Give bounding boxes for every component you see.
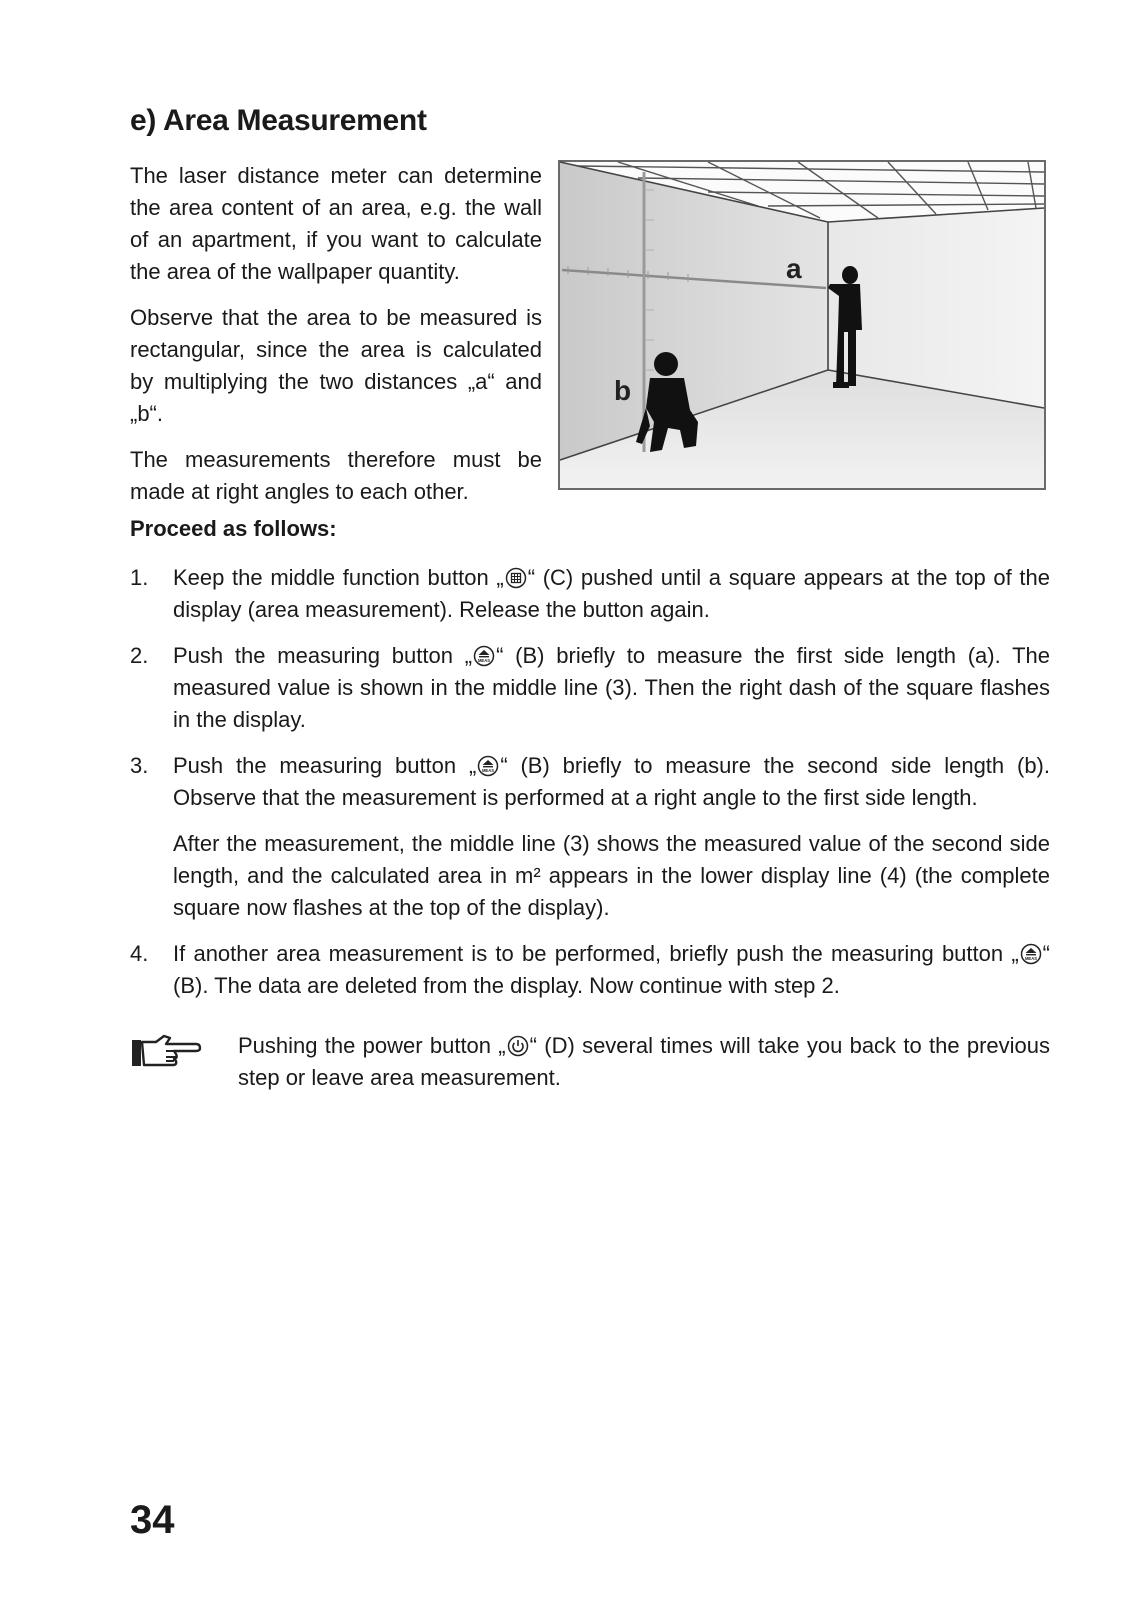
steps-list bbox=[130, 562, 1050, 1016]
intro-paragraph-1: The laser distance meter can determine the area content of an area, e.g. the wall of an apartment, if you want to calculate the area of the wallpaper quantity. bbox=[130, 163, 542, 284]
step-2: 2. Push the measuring button „ MEAS “ (B) briefly to measure the first side length (a). The measured value is shown in the middle line (3). Then the right dash of the square flashes in the display. bbox=[130, 640, 1050, 736]
intro-paragraph-2: Observe that the area to be measured is rectangular, since the area is calculated by multiplying the two distances „a“ and „b“. bbox=[130, 305, 542, 426]
meas-button-icon bbox=[1020, 943, 1042, 965]
section-title: e) Area Measurement bbox=[130, 104, 427, 137]
note-block: Pushing the power button „ “ (D) several times will take you back to the previous step or leave area measurement. bbox=[130, 1030, 1050, 1094]
pointing-hand-icon bbox=[130, 1030, 202, 1070]
step-1: 1. Keep the middle function button „ “ (C) pushed until a square appears at the top of the display (area measurement). Release the button again. bbox=[130, 562, 1050, 626]
room-illustration-svg bbox=[558, 160, 1046, 490]
step-3-extra: After the measurement, the middle line (3) shows the measured value of the second side length, and the calculated area in m² appears in the lower display line (4) (the complete square now flashes at the top of the display). bbox=[173, 831, 1050, 920]
svg-text:MEAS: MEAS bbox=[478, 658, 491, 664]
step-number: 3. bbox=[130, 753, 149, 778]
label-b: b bbox=[614, 375, 632, 406]
grid-function-button-icon bbox=[505, 567, 527, 589]
intro-text bbox=[130, 160, 542, 522]
step-number: 4. bbox=[130, 941, 149, 966]
step-3: 3. Push the measuring button „ MEAS “ (B) briefly to measure the second side length (b). Observe that the measurement is performed at a right angle to the first side length. After the measurement, the middle line (3) shows the measured value of the second side length, and the calculated area in m² appears in the lower display line (4) (the complete square now flashes at the top of the display). bbox=[130, 750, 1050, 924]
room-illustration bbox=[558, 160, 1046, 490]
step-number: 1. bbox=[130, 565, 149, 590]
page-number: 34 bbox=[130, 1498, 175, 1542]
power-button-icon bbox=[507, 1035, 529, 1057]
svg-text:MEAS: MEAS bbox=[482, 768, 495, 774]
proceed-heading: Proceed as follows: bbox=[130, 516, 337, 541]
meas-button-icon bbox=[473, 645, 495, 667]
svg-text:MEAS: MEAS bbox=[1024, 956, 1037, 962]
meas-button-icon bbox=[477, 755, 499, 777]
intro-paragraph-3: The measurements therefore must be made at right angles to each other. bbox=[130, 447, 542, 504]
step-number: 2. bbox=[130, 643, 149, 668]
step-4: 4. If another area measurement is to be performed, briefly push the measuring button „ MEAS “ (B). The data are deleted from the display. Now continue with step 2. bbox=[130, 938, 1050, 1002]
label-a: a bbox=[786, 253, 802, 284]
